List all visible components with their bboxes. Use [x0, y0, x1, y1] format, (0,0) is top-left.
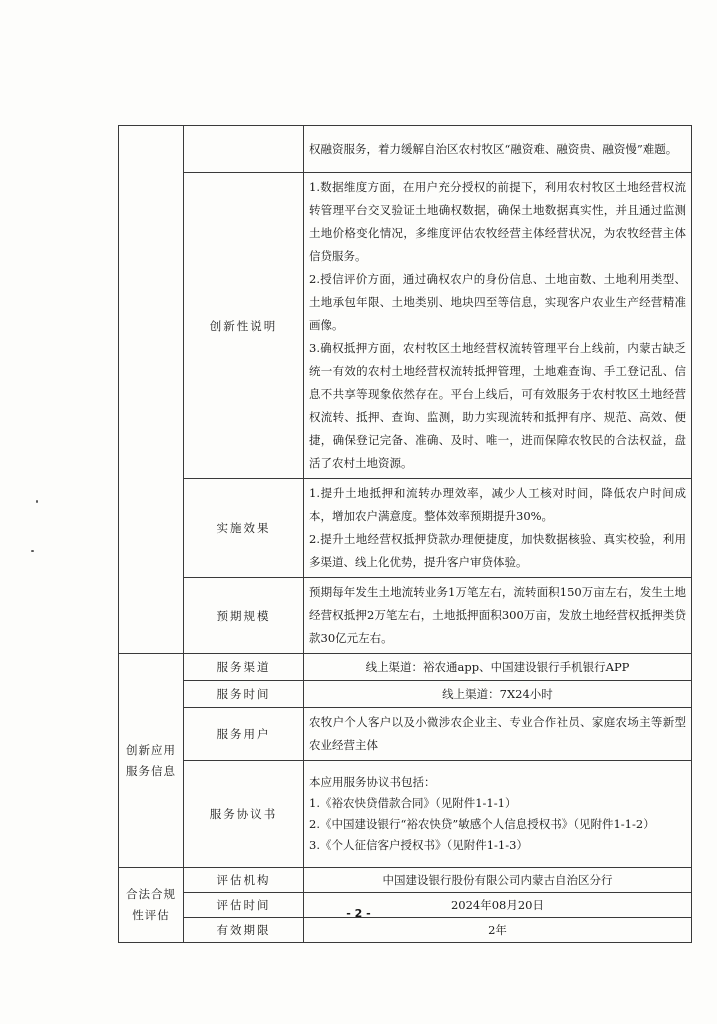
effect-item: 1.提升土地抵押和流转办理效率，减少人工核对时间，降低农户时间成本，增加农户满意度。整体效率预期提升30%。 — [309, 486, 686, 523]
row-compliance-validity — [119, 918, 692, 943]
cell-empty-category — [119, 126, 184, 654]
users-value: 农牧户个人客户以及小微涉农企业主、专业合作社员、家庭农场主等新型农业经营主体 — [304, 708, 692, 761]
row-compliance-org — [119, 868, 692, 893]
innovation-label: 创新性说明 — [184, 173, 304, 479]
row-effect — [119, 479, 692, 578]
effect-content — [304, 479, 692, 578]
innovation-item: 2.授信评价方面，通过确权农户的身份信息、土地亩数、土地利用类型、土地承包年限、土地类别、地块四至等信息，实现客户农业生产经营精准画像。 — [309, 272, 686, 332]
effect-item: 2.提升土地经营权抵押贷款办理便捷度，加快数据核验、真实校验，利用多渠道、线上化优势，提升客户审贷体验。 — [309, 532, 686, 569]
effect-label: 实施效果 — [184, 479, 304, 578]
row-innovation — [119, 173, 692, 479]
service-category: 创新应用服务信息 — [119, 654, 184, 868]
agreement-item: 2.《中国建设银行“裕农快贷”敏感个人信息授权书》（见附件1-1-2） — [309, 817, 655, 831]
agreement-intro: 本应用服务协议书包括： — [309, 775, 436, 789]
row-service-channel — [119, 654, 692, 681]
org-label: 评估机构 — [184, 868, 304, 893]
scan-speck — [36, 500, 38, 503]
agreement-item: 3.《个人征信客户授权书》（见附件1-1-3） — [309, 838, 528, 852]
row-service-time — [119, 681, 692, 708]
time-value: 线上渠道：7X24小时 — [304, 681, 692, 708]
channel-value: 线上渠道：裕农通app、中国建设银行手机银行APP — [304, 654, 692, 681]
row-scale — [119, 578, 692, 654]
channel-label: 服务渠道 — [184, 654, 304, 681]
innovation-item: 3.确权抵押方面，农村牧区土地经营权流转管理平台上线前，内蒙古缺乏统一有效的农村土地经营权流转抵押管理，土地难查询、手工登记乱、信息不共享等现象依然存在。平台上线后，可有效服务于农村牧区土地经营权流转、抵押、查询、监测，助力实现流转和抵押有序、规范、高效、便捷，确保登记完备、准确、及时、唯一，进而保障农牧民的合法权益，盘活了农村土地资源。 — [309, 341, 686, 470]
innovation-content — [304, 173, 692, 479]
agreement-label: 服务协议书 — [184, 761, 304, 868]
innovation-item: 1.数据维度方面，在用户充分授权的前提下，利用农村牧区土地经营权流转管理平台交叉验证土地确权数据，确保土地数据真实性，并且通过监测土地价格变化情况，多维度评估农牧经营主体经营状况，为农牧经营主体信贷服务。 — [309, 180, 686, 263]
compliance-category: 合法合规性评估 — [119, 868, 184, 943]
row-service-users — [119, 708, 692, 761]
financing-text: 权融资服务，着力缓解自治区农村牧区“融资难、融资贵、融资慢”难题。 — [304, 126, 692, 173]
info-table — [118, 125, 692, 943]
row-financing-continued — [119, 126, 692, 173]
page-number: - 2 - — [346, 907, 371, 920]
agreement-content — [304, 761, 692, 868]
scale-label: 预期规模 — [184, 578, 304, 654]
date-value: 2024年08月20日 — [304, 893, 692, 918]
validity-label: 有效期限 — [184, 918, 304, 943]
org-value: 中国建设银行股份有限公司内蒙古自治区分行 — [304, 868, 692, 893]
cell-empty-label — [184, 126, 304, 173]
time-label: 服务时间 — [184, 681, 304, 708]
date-label: 评估时间 — [184, 893, 304, 918]
scale-text: 预期每年发生土地流转业务1万笔左右，流转面积150万亩左右，发生土地经营权抵押2万笔左右，土地抵押面积300万亩，发放土地经营权抵押类贷款30亿元左右。 — [304, 578, 692, 654]
users-label: 服务用户 — [184, 708, 304, 761]
validity-value: 2年 — [304, 918, 692, 943]
scan-speck — [31, 550, 34, 552]
row-service-agreement — [119, 761, 692, 868]
agreement-item: 1.《裕农快贷借款合同》（见附件1-1-1） — [309, 796, 517, 810]
